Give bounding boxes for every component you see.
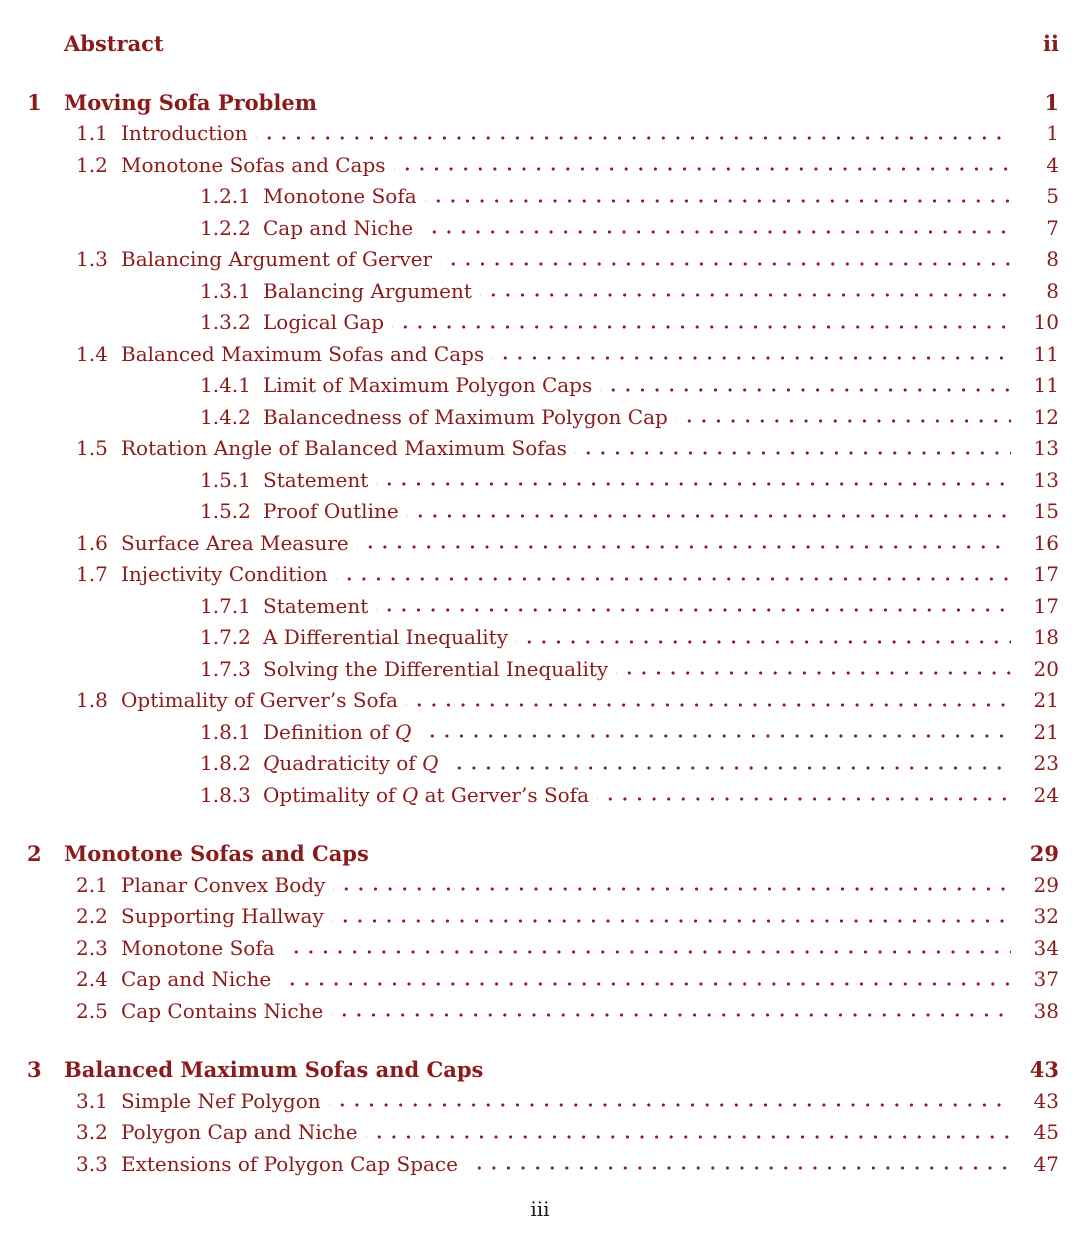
- entry-page: 24: [1033, 782, 1059, 807]
- entry-title: Polygon Cap and Niche: [121, 1120, 358, 1144]
- toc-subsection-entry[interactable]: [27, 213, 1059, 245]
- entry-number: 1.3: [76, 247, 108, 271]
- dot-leader: [332, 901, 1011, 933]
- entry-number: 1: [27, 89, 42, 115]
- entry-page: 29: [1029, 841, 1059, 866]
- entry-page: ii: [1043, 31, 1059, 56]
- dot-leader: [421, 213, 1011, 245]
- entry-title: Surface Area Measure: [121, 530, 349, 555]
- dot-leader: [336, 559, 1011, 591]
- entry-page: 13: [1033, 436, 1059, 460]
- toc-subsection-entry[interactable]: [27, 780, 1059, 812]
- entry-page: 1: [1044, 89, 1059, 115]
- entry-title: Cap Contains Niche: [121, 998, 324, 1023]
- entry-title: Statement: [263, 593, 369, 618]
- entry-title: Limit of Maximum Polygon Caps: [263, 373, 593, 397]
- toc-subsection-entry[interactable]: [27, 402, 1059, 434]
- dot-leader: [331, 996, 1011, 1028]
- toc-section-entry[interactable]: [27, 339, 1059, 371]
- entry-page: 1: [1046, 121, 1059, 145]
- entry-page: 8: [1046, 247, 1059, 271]
- entry-title: Planar Convex Body: [121, 872, 326, 897]
- dot-leader: [516, 622, 1011, 654]
- dot-leader: [616, 654, 1011, 686]
- toc-chapter-entry[interactable]: [27, 28, 1059, 60]
- entry-title: Proof Outline: [263, 499, 399, 523]
- entry-page: 47: [1033, 1151, 1059, 1176]
- toc-subsection-entry[interactable]: [27, 276, 1059, 308]
- entry-page: 37: [1033, 967, 1059, 991]
- entry-page: 43: [1033, 1088, 1059, 1113]
- entry-page: 23: [1033, 751, 1059, 775]
- dot-leader: [392, 307, 1011, 339]
- entry-title: Abstract: [64, 31, 164, 56]
- entry-title: Balanced Maximum Sofas and Caps: [64, 1057, 484, 1082]
- entry-title: Balancing Argument: [263, 278, 472, 303]
- toc-section-entry[interactable]: [27, 1117, 1059, 1149]
- dot-leader: [466, 1149, 1011, 1181]
- entry-number: 1.2: [76, 152, 108, 177]
- entry-page: 7: [1046, 215, 1059, 240]
- entry-page: 17: [1033, 562, 1059, 586]
- dot-leader: [333, 870, 1011, 902]
- entry-number: 1.7.1: [200, 593, 251, 618]
- entry-number: 1.3.2: [200, 310, 251, 334]
- mathcal-q: Q: [395, 719, 412, 744]
- toc-subsection-entry[interactable]: [27, 717, 1059, 749]
- toc-subsection-entry[interactable]: [27, 748, 1059, 780]
- entry-page: 15: [1033, 499, 1059, 523]
- toc-section-entry[interactable]: [27, 118, 1059, 150]
- entry-page: 38: [1033, 998, 1059, 1023]
- entry-title: Rotation Angle of Balanced Maximum Sofas: [121, 436, 567, 460]
- toc-subsection-entry[interactable]: [27, 370, 1059, 402]
- entry-title: Supporting Hallway: [121, 904, 324, 928]
- mathcal-q: Q: [263, 751, 280, 775]
- toc-section-entry[interactable]: [27, 870, 1059, 902]
- entry-page: 21: [1033, 719, 1059, 744]
- entry-page: 34: [1033, 935, 1059, 960]
- dot-leader: [440, 244, 1011, 276]
- entry-number: 3.2: [76, 1120, 108, 1144]
- entry-number: 1.4: [76, 341, 108, 366]
- entry-number: 2.3: [76, 935, 108, 960]
- entry-title: A Differential Inequality: [263, 625, 509, 649]
- toc-section-entry[interactable]: [27, 1086, 1059, 1118]
- toc-section-entry[interactable]: [27, 150, 1059, 182]
- entry-page: 10: [1033, 310, 1059, 334]
- entry-number: 2.4: [76, 967, 108, 991]
- toc-section-entry[interactable]: [27, 933, 1059, 965]
- entry-title: Optimality of Q at Gerver’s Sofa: [263, 782, 590, 807]
- entry-title: Balancing Argument of Gerver: [121, 247, 433, 271]
- toc-subsection-entry[interactable]: [27, 591, 1059, 623]
- entry-number: 2.1: [76, 872, 108, 897]
- toc-subsection-entry[interactable]: [27, 307, 1059, 339]
- dot-leader: [279, 964, 1011, 996]
- entry-number: 1.2.2: [200, 215, 251, 240]
- entry-page: 17: [1033, 593, 1059, 618]
- mathcal-q: Q: [401, 782, 419, 807]
- entry-page: 11: [1033, 373, 1059, 397]
- page-footer: iii: [530, 1197, 550, 1221]
- toc-section-entry[interactable]: [27, 528, 1059, 560]
- entry-number: 1.2.1: [200, 184, 251, 208]
- mathcal-q: Q: [422, 751, 439, 775]
- toc-section-entry[interactable]: [27, 244, 1059, 276]
- entry-title: Introduction: [121, 121, 248, 145]
- entry-page: 16: [1033, 530, 1059, 555]
- entry-number: 1.8.1: [200, 719, 251, 744]
- toc-section-entry[interactable]: [27, 996, 1059, 1028]
- entry-number: 1.7.2: [200, 625, 251, 649]
- toc-section-entry[interactable]: [27, 433, 1059, 465]
- entry-page: 4: [1046, 152, 1059, 177]
- entry-page: 13: [1033, 467, 1059, 492]
- toc-section-entry[interactable]: [27, 685, 1059, 717]
- entry-number: 1.3.1: [200, 278, 251, 303]
- toc-subsection-entry[interactable]: [27, 622, 1059, 654]
- entry-title: Monotone Sofa: [263, 184, 417, 208]
- dot-leader: [407, 496, 1011, 528]
- toc-list: [27, 28, 1059, 1180]
- entry-title: Cap and Niche: [121, 967, 272, 991]
- dot-leader: [676, 402, 1011, 434]
- toc-subsection-entry[interactable]: [27, 654, 1059, 686]
- dot-leader: [492, 339, 1011, 371]
- entry-number: 1.5.2: [200, 499, 251, 523]
- dot-leader: [419, 717, 1011, 749]
- dot-leader: [446, 748, 1011, 780]
- entry-number: 2.5: [76, 998, 108, 1023]
- dot-leader: [376, 591, 1011, 623]
- entry-number: 1.4.2: [200, 404, 251, 429]
- entry-title: Injectivity Condition: [121, 562, 328, 586]
- entry-page: 18: [1033, 625, 1059, 649]
- entry-number: 1.5.1: [200, 467, 251, 492]
- dot-leader: [366, 1117, 1011, 1149]
- entry-number: 1.8.2: [200, 751, 251, 775]
- dot-leader: [394, 150, 1011, 182]
- entry-page: 8: [1046, 278, 1059, 303]
- entry-title: Moving Sofa Problem: [64, 89, 317, 115]
- entry-page: 43: [1029, 1057, 1059, 1082]
- entry-title: Balancedness of Maximum Polygon Cap: [263, 404, 668, 429]
- toc-section-entry[interactable]: [27, 559, 1059, 591]
- entry-number: 1.7.3: [200, 656, 251, 681]
- entry-number: 1.6: [76, 530, 108, 555]
- dot-leader: [357, 528, 1011, 560]
- toc-section-entry[interactable]: [27, 964, 1059, 996]
- entry-page: 12: [1033, 404, 1059, 429]
- entry-number: 1.8.3: [200, 782, 251, 807]
- entry-title: Solving the Differential Inequality: [263, 656, 609, 681]
- entry-title: Simple Nef Polygon: [121, 1088, 321, 1113]
- entry-page: 21: [1033, 688, 1059, 712]
- dot-leader: [600, 370, 1011, 402]
- entry-page: 32: [1033, 904, 1059, 928]
- dot-leader: [256, 118, 1011, 150]
- dot-leader: [283, 933, 1011, 965]
- entry-number: 1.4.1: [200, 373, 251, 397]
- toc-subsection-entry[interactable]: [27, 465, 1059, 497]
- dot-leader: [377, 838, 1011, 870]
- entry-number: 3: [27, 1057, 42, 1082]
- toc-chapter-entry[interactable]: [27, 838, 1059, 870]
- entry-title: Quadraticity of Q: [263, 751, 439, 775]
- dot-leader: [406, 685, 1011, 717]
- entry-title: Definition of Q: [263, 719, 412, 744]
- toc-section-entry[interactable]: [27, 1149, 1059, 1181]
- entry-title: Balanced Maximum Sofas and Caps: [121, 341, 485, 366]
- entry-number: 1.1: [76, 121, 108, 145]
- entry-title: Monotone Sofa: [121, 935, 275, 960]
- entry-page: 11: [1033, 341, 1059, 366]
- dot-leader: [575, 433, 1011, 465]
- dot-leader: [376, 465, 1011, 497]
- entry-number: 2.2: [76, 904, 108, 928]
- toc-subsection-entry[interactable]: [27, 496, 1059, 528]
- entry-title: Extensions of Polygon Cap Space: [121, 1151, 458, 1176]
- dot-leader: [491, 1054, 1011, 1086]
- entry-title: Monotone Sofas and Caps: [121, 152, 386, 177]
- dot-leader: [325, 87, 1011, 119]
- entry-number: 1.8: [76, 688, 108, 712]
- entry-title: Statement: [263, 467, 369, 492]
- dot-leader: [480, 276, 1011, 308]
- entry-page: 29: [1033, 872, 1059, 897]
- entry-number: 2: [27, 841, 42, 866]
- entry-number: 1.7: [76, 562, 108, 586]
- entry-title: Logical Gap: [263, 310, 385, 334]
- entry-page: 5: [1046, 184, 1059, 208]
- entry-page: 20: [1033, 656, 1059, 681]
- toc-chapter-entry[interactable]: [27, 87, 1059, 119]
- entry-number: 1.5: [76, 436, 108, 460]
- toc-chapter-entry[interactable]: [27, 1054, 1059, 1086]
- entry-number: 3.1: [76, 1088, 108, 1113]
- entry-title: Optimality of Gerver’s Sofa: [121, 688, 398, 712]
- dot-leader: [425, 181, 1011, 213]
- toc-subsection-entry[interactable]: [27, 181, 1059, 213]
- dot-leader: [329, 1086, 1011, 1118]
- toc-section-entry[interactable]: [27, 901, 1059, 933]
- dot-leader: [172, 28, 1011, 60]
- entry-page: 45: [1033, 1120, 1059, 1144]
- dot-leader: [597, 780, 1011, 812]
- entry-title: Cap and Niche: [263, 215, 414, 240]
- entry-title: Monotone Sofas and Caps: [64, 841, 369, 866]
- entry-number: 3.3: [76, 1151, 108, 1176]
